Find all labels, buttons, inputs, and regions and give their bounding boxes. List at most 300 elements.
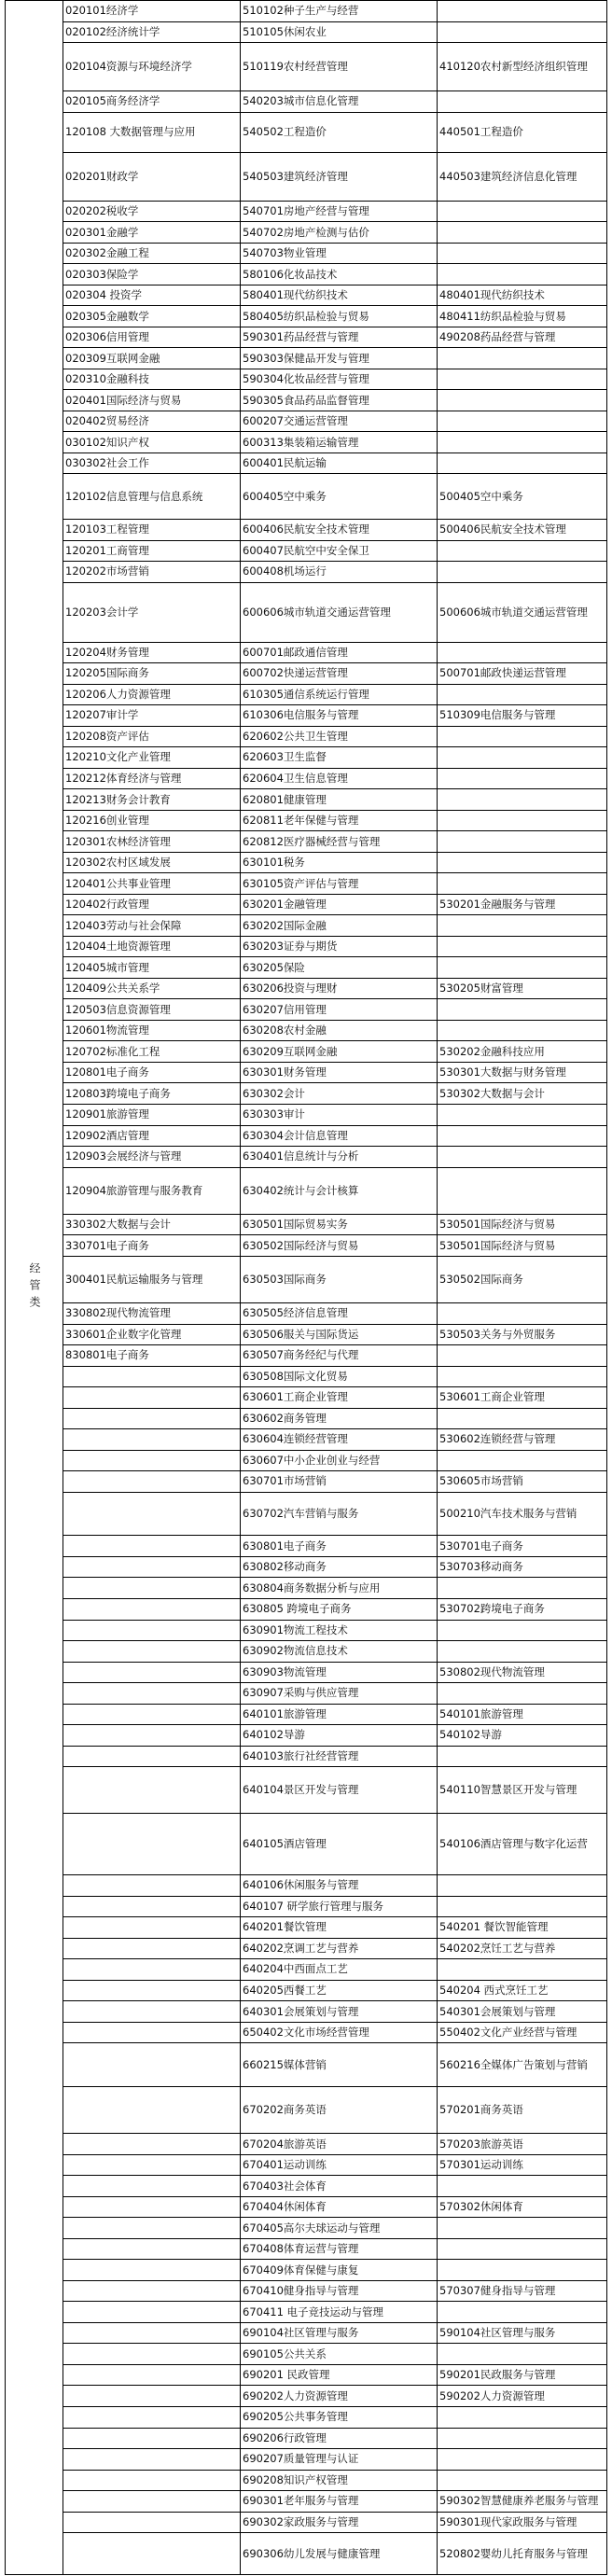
old-vocational-major-cell: 670401运动训练 bbox=[241, 2154, 438, 2176]
old-vocational-major-cell: 540702房地产检测与估价 bbox=[241, 222, 438, 244]
new-vocational-major-cell bbox=[438, 1450, 607, 1471]
table-row bbox=[6, 852, 607, 873]
old-vocational-major-cell: 670410健身指导与管理 bbox=[241, 2280, 438, 2302]
undergraduate-major-cell: 020303保险学 bbox=[63, 264, 241, 285]
table-row bbox=[6, 1662, 607, 1683]
undergraduate-major-cell bbox=[63, 2176, 241, 2197]
undergraduate-major-cell: 120405城市管理 bbox=[63, 957, 241, 979]
old-vocational-major-cell: 540503建筑经济管理 bbox=[241, 152, 438, 201]
table-row bbox=[6, 1471, 607, 1493]
undergraduate-major-cell bbox=[63, 1387, 241, 1409]
new-vocational-major-cell bbox=[438, 432, 607, 453]
undergraduate-major-cell bbox=[63, 2280, 241, 2302]
undergraduate-major-cell: 120503信息资源管理 bbox=[63, 999, 241, 1021]
table-row bbox=[6, 474, 607, 520]
table-row bbox=[6, 1429, 607, 1451]
old-vocational-major-cell: 630209互联网金融 bbox=[241, 1041, 438, 1063]
new-vocational-major-cell: 530605市场营销 bbox=[438, 1471, 607, 1493]
new-vocational-major-cell: 590302智慧健康养老服务与管理 bbox=[438, 2491, 607, 2513]
undergraduate-major-cell bbox=[63, 1408, 241, 1429]
new-vocational-major-cell bbox=[438, 369, 607, 390]
undergraduate-major-cell: 020101经济学 bbox=[63, 1, 241, 22]
table-row bbox=[6, 264, 607, 285]
table-row bbox=[6, 2238, 607, 2260]
undergraduate-major-cell: 120207审计学 bbox=[63, 705, 241, 727]
undergraduate-major-cell bbox=[63, 2001, 241, 2023]
undergraduate-major-cell bbox=[63, 2322, 241, 2344]
old-vocational-major-cell: 620811老年保健与管理 bbox=[241, 810, 438, 831]
new-vocational-major-cell bbox=[438, 21, 607, 43]
old-vocational-major-cell: 630203证券与期货 bbox=[241, 936, 438, 957]
undergraduate-major-cell bbox=[63, 2196, 241, 2218]
undergraduate-major-cell: 300401民航运输服务与管理 bbox=[63, 1256, 241, 1302]
undergraduate-major-cell: 330302大数据与会计 bbox=[63, 1214, 241, 1235]
old-vocational-major-cell: 640101旅游管理 bbox=[241, 1704, 438, 1725]
table-row bbox=[6, 1235, 607, 1257]
old-vocational-major-cell: 510102种子生产与经营 bbox=[241, 1, 438, 22]
undergraduate-major-cell bbox=[63, 1875, 241, 1897]
table-row bbox=[6, 1104, 607, 1125]
old-vocational-major-cell: 630208农村金融 bbox=[241, 1020, 438, 1041]
undergraduate-major-cell bbox=[63, 1662, 241, 1683]
table-row bbox=[6, 91, 607, 113]
new-vocational-major-cell bbox=[438, 2428, 607, 2449]
new-vocational-major-cell: 550402文化产业经营与管理 bbox=[438, 2022, 607, 2043]
table-row bbox=[6, 1083, 607, 1105]
table-row bbox=[6, 2218, 607, 2239]
table-row bbox=[6, 1062, 607, 1083]
undergraduate-major-cell bbox=[63, 2428, 241, 2449]
old-vocational-major-cell: 640202烹调工艺与营养 bbox=[241, 1938, 438, 1959]
new-vocational-major-cell: 540102导游 bbox=[438, 1725, 607, 1747]
table-row bbox=[6, 2260, 607, 2281]
old-vocational-major-cell: 630508国际文化贸易 bbox=[241, 1366, 438, 1387]
undergraduate-major-cell: 120803跨境电子商务 bbox=[63, 1083, 241, 1105]
new-vocational-major-cell bbox=[438, 2470, 607, 2491]
table-row bbox=[6, 2491, 607, 2513]
undergraduate-major-cell: 120801电子商务 bbox=[63, 1062, 241, 1083]
old-vocational-major-cell: 630201金融管理 bbox=[241, 894, 438, 915]
old-vocational-major-cell: 590305食品药品监督管理 bbox=[241, 390, 438, 411]
new-vocational-major-cell: 590201民政服务与管理 bbox=[438, 2364, 607, 2386]
table-row bbox=[6, 112, 607, 152]
table-row bbox=[6, 43, 607, 91]
undergraduate-major-cell: 030102知识产权 bbox=[63, 432, 241, 453]
undergraduate-major-cell bbox=[63, 2154, 241, 2176]
undergraduate-major-cell bbox=[63, 2022, 241, 2043]
undergraduate-major-cell bbox=[63, 1429, 241, 1451]
undergraduate-major-cell bbox=[63, 1980, 241, 2001]
new-vocational-major-cell: 530205财富管理 bbox=[438, 978, 607, 999]
undergraduate-major-cell: 120206人力资源管理 bbox=[63, 684, 241, 705]
undergraduate-major-cell: 120904旅游管理与服务教育 bbox=[63, 1167, 241, 1214]
undergraduate-major-cell bbox=[63, 1578, 241, 1599]
undergraduate-major-cell: 120401公共事业管理 bbox=[63, 873, 241, 895]
old-vocational-major-cell: 640103旅行社经营管理 bbox=[241, 1746, 438, 1767]
table-row bbox=[6, 2176, 607, 2197]
table-row bbox=[6, 831, 607, 853]
new-vocational-major-cell: 530703移动商务 bbox=[438, 1556, 607, 1578]
table-row bbox=[6, 999, 607, 1021]
old-vocational-major-cell: 590301药品经营与管理 bbox=[241, 327, 438, 348]
undergraduate-major-cell: 330701电子商务 bbox=[63, 1235, 241, 1257]
table-row bbox=[6, 2449, 607, 2471]
table-row bbox=[6, 1366, 607, 1387]
new-vocational-major-cell: 520802婴幼儿托育服务与管理 bbox=[438, 2533, 607, 2575]
new-vocational-major-cell: 440503建筑经济信息化管理 bbox=[438, 152, 607, 201]
new-vocational-major-cell: 530201金融服务与管理 bbox=[438, 894, 607, 915]
undergraduate-major-cell: 020301金融学 bbox=[63, 222, 241, 244]
old-vocational-major-cell: 630801电子商务 bbox=[241, 1536, 438, 1557]
table-row bbox=[6, 2043, 607, 2087]
undergraduate-major-cell: 120102信息管理与信息系统 bbox=[63, 474, 241, 520]
table-row bbox=[6, 1324, 607, 1345]
table-row bbox=[6, 2407, 607, 2429]
undergraduate-major-cell: 020302金融工程 bbox=[63, 243, 241, 264]
new-vocational-major-cell bbox=[438, 936, 607, 957]
undergraduate-major-cell: 120404土地资源管理 bbox=[63, 936, 241, 957]
new-vocational-major-cell bbox=[438, 2238, 607, 2260]
undergraduate-major-cell: 120409公共关系学 bbox=[63, 978, 241, 999]
old-vocational-major-cell: 640106休闲服务与管理 bbox=[241, 1875, 438, 1897]
table-row bbox=[6, 663, 607, 685]
table-row bbox=[6, 2512, 607, 2533]
undergraduate-major-cell bbox=[63, 2344, 241, 2365]
old-vocational-major-cell: 640204中西面点工艺 bbox=[241, 1959, 438, 1981]
old-vocational-major-cell: 630601工商企业管理 bbox=[241, 1387, 438, 1409]
old-vocational-major-cell: 630502国际经济与贸易 bbox=[241, 1235, 438, 1257]
undergraduate-major-cell: 020309互联网金融 bbox=[63, 348, 241, 369]
undergraduate-major-cell bbox=[63, 1366, 241, 1387]
undergraduate-major-cell: 020304 投资学 bbox=[63, 285, 241, 306]
new-vocational-major-cell bbox=[438, 1125, 607, 1147]
table-row bbox=[6, 1214, 607, 1235]
table-row bbox=[6, 540, 607, 562]
table-row bbox=[6, 705, 607, 727]
old-vocational-major-cell: 690105公共关系 bbox=[241, 2344, 438, 2365]
table-row bbox=[6, 411, 607, 432]
undergraduate-major-cell: 330601企业数字化管理 bbox=[63, 1324, 241, 1345]
new-vocational-major-cell: 560216全媒体广告策划与营销 bbox=[438, 2043, 607, 2087]
undergraduate-major-cell: 120216创业管理 bbox=[63, 810, 241, 831]
old-vocational-major-cell: 640104景区开发与管理 bbox=[241, 1767, 438, 1814]
new-vocational-major-cell: 500701邮政快递运营管理 bbox=[438, 663, 607, 685]
table-row bbox=[6, 978, 607, 999]
old-vocational-major-cell: 630303审计 bbox=[241, 1104, 438, 1125]
table-row bbox=[6, 2280, 607, 2302]
new-vocational-major-cell: 590301现代家政服务与管理 bbox=[438, 2512, 607, 2533]
undergraduate-major-cell: 120301农林经济管理 bbox=[63, 831, 241, 853]
new-vocational-major-cell bbox=[438, 1746, 607, 1767]
old-vocational-major-cell: 580106化妆品技术 bbox=[241, 264, 438, 285]
undergraduate-major-cell: 020201财政学 bbox=[63, 152, 241, 201]
undergraduate-major-cell bbox=[63, 2470, 241, 2491]
undergraduate-major-cell: 830801电子商务 bbox=[63, 1345, 241, 1367]
old-vocational-major-cell: 670409体育保健与康复 bbox=[241, 2260, 438, 2281]
old-vocational-major-cell: 630903物流管理 bbox=[241, 1662, 438, 1683]
undergraduate-major-cell: 120403劳动与社会保障 bbox=[63, 915, 241, 937]
new-vocational-major-cell bbox=[438, 453, 607, 474]
new-vocational-major-cell: 500606城市轨道交通运营管理 bbox=[438, 582, 607, 642]
undergraduate-major-cell: 020306信用管理 bbox=[63, 327, 241, 348]
undergraduate-major-cell bbox=[63, 2302, 241, 2323]
table-body bbox=[6, 1, 607, 2575]
undergraduate-major-cell: 120901旅游管理 bbox=[63, 1104, 241, 1125]
old-vocational-major-cell: 670405高尔夫球运动与管理 bbox=[241, 2218, 438, 2239]
undergraduate-major-cell: 020402贸易经济 bbox=[63, 411, 241, 432]
undergraduate-major-cell bbox=[63, 2134, 241, 2155]
old-vocational-major-cell: 630304会计信息管理 bbox=[241, 1125, 438, 1147]
old-vocational-major-cell: 630402统计与会计核算 bbox=[241, 1167, 438, 1214]
new-vocational-major-cell bbox=[438, 1620, 607, 1641]
new-vocational-major-cell bbox=[438, 747, 607, 769]
new-vocational-major-cell: 530503关务与外贸服务 bbox=[438, 1324, 607, 1345]
undergraduate-major-cell: 120201工商管理 bbox=[63, 540, 241, 562]
old-vocational-major-cell: 600405空中乘务 bbox=[241, 474, 438, 520]
table-row bbox=[6, 1492, 607, 1536]
undergraduate-major-cell bbox=[63, 2364, 241, 2386]
new-vocational-major-cell bbox=[438, 726, 607, 747]
new-vocational-major-cell: 530501国际经济与贸易 bbox=[438, 1214, 607, 1235]
new-vocational-major-cell: 530701电子商务 bbox=[438, 1536, 607, 1557]
old-vocational-major-cell: 640105酒店管理 bbox=[241, 1814, 438, 1875]
new-vocational-major-cell bbox=[438, 1896, 607, 1917]
new-vocational-major-cell bbox=[438, 684, 607, 705]
new-vocational-major-cell: 530202金融科技应用 bbox=[438, 1041, 607, 1063]
new-vocational-major-cell bbox=[438, 1875, 607, 1897]
new-vocational-major-cell: 530702跨境电子商务 bbox=[438, 1598, 607, 1620]
table-row bbox=[6, 1578, 607, 1599]
old-vocational-major-cell: 640201餐饮管理 bbox=[241, 1917, 438, 1939]
old-vocational-major-cell: 630501国际贸易实务 bbox=[241, 1214, 438, 1235]
new-vocational-major-cell bbox=[438, 957, 607, 979]
new-vocational-major-cell: 540204 西式烹饪工艺 bbox=[438, 1980, 607, 2001]
table-row bbox=[6, 1147, 607, 1168]
old-vocational-major-cell: 670408体育运营与管理 bbox=[241, 2238, 438, 2260]
undergraduate-major-cell: 120212体育经济与管理 bbox=[63, 768, 241, 789]
new-vocational-major-cell bbox=[438, 1683, 607, 1705]
new-vocational-major-cell bbox=[438, 999, 607, 1021]
undergraduate-major-cell bbox=[63, 2087, 241, 2134]
new-vocational-major-cell: 530601工商企业管理 bbox=[438, 1387, 607, 1409]
table-row bbox=[6, 684, 607, 705]
table-row bbox=[6, 1387, 607, 1409]
undergraduate-major-cell: 120202市场营销 bbox=[63, 562, 241, 583]
undergraduate-major-cell: 120208资产评估 bbox=[63, 726, 241, 747]
old-vocational-major-cell: 630901物流工程技术 bbox=[241, 1620, 438, 1641]
new-vocational-major-cell: 540106酒店管理与数字化运营 bbox=[438, 1814, 607, 1875]
old-vocational-major-cell: 630401信息统计与分析 bbox=[241, 1147, 438, 1168]
table-row bbox=[6, 1725, 607, 1747]
old-vocational-major-cell: 620604卫生信息管理 bbox=[241, 768, 438, 789]
table-row bbox=[6, 873, 607, 895]
table-row bbox=[6, 936, 607, 957]
undergraduate-major-cell bbox=[63, 2043, 241, 2087]
new-vocational-major-cell: 530602连锁经营与管理 bbox=[438, 1429, 607, 1451]
undergraduate-major-cell bbox=[63, 1917, 241, 1939]
undergraduate-major-cell: 120210文化产业管理 bbox=[63, 747, 241, 769]
new-vocational-major-cell: 540201 餐饮智能管理 bbox=[438, 1917, 607, 1939]
new-vocational-major-cell bbox=[438, 852, 607, 873]
new-vocational-major-cell: 500405空中乘务 bbox=[438, 474, 607, 520]
undergraduate-major-cell bbox=[63, 1683, 241, 1705]
old-vocational-major-cell: 540203城市信息化管理 bbox=[241, 91, 438, 113]
undergraduate-major-cell bbox=[63, 1641, 241, 1663]
new-vocational-major-cell bbox=[438, 2344, 607, 2365]
undergraduate-major-cell bbox=[63, 1767, 241, 1814]
old-vocational-major-cell: 630205保险 bbox=[241, 957, 438, 979]
new-vocational-major-cell: 480401现代纺织技术 bbox=[438, 285, 607, 306]
table-row bbox=[6, 747, 607, 769]
new-vocational-major-cell: 570307健身指导与管理 bbox=[438, 2280, 607, 2302]
old-vocational-major-cell: 600401民航运输 bbox=[241, 453, 438, 474]
new-vocational-major-cell bbox=[438, 1, 607, 22]
new-vocational-major-cell: 570201商务英语 bbox=[438, 2087, 607, 2134]
table-row bbox=[6, 582, 607, 642]
old-vocational-major-cell: 540701房地产经营与管理 bbox=[241, 201, 438, 222]
old-vocational-major-cell: 670411 电子竞技运动与管理 bbox=[241, 2302, 438, 2323]
table-row bbox=[6, 1896, 607, 1917]
table-row bbox=[6, 1620, 607, 1641]
new-vocational-major-cell bbox=[438, 243, 607, 264]
old-vocational-major-cell: 620603卫生监督 bbox=[241, 747, 438, 769]
old-vocational-major-cell: 690206行政管理 bbox=[241, 2428, 438, 2449]
undergraduate-major-cell: 120213财务会计教育 bbox=[63, 789, 241, 811]
table-row bbox=[6, 1408, 607, 1429]
table-row bbox=[6, 1917, 607, 1939]
new-vocational-major-cell: 530802现代物流管理 bbox=[438, 1662, 607, 1683]
undergraduate-major-cell: 020102经济统计学 bbox=[63, 21, 241, 43]
old-vocational-major-cell: 630505经济信息管理 bbox=[241, 1303, 438, 1325]
old-vocational-major-cell: 620801健康管理 bbox=[241, 789, 438, 811]
old-vocational-major-cell: 640107 研学旅行管理与服务 bbox=[241, 1896, 438, 1917]
undergraduate-major-cell: 120302农村区域发展 bbox=[63, 852, 241, 873]
undergraduate-major-cell bbox=[63, 2491, 241, 2513]
old-vocational-major-cell: 600701邮政通信管理 bbox=[241, 642, 438, 663]
old-vocational-major-cell: 650402文化市场经营管理 bbox=[241, 2022, 438, 2043]
table-row bbox=[6, 1020, 607, 1041]
table-row bbox=[6, 957, 607, 979]
table-row bbox=[6, 222, 607, 244]
old-vocational-major-cell: 690302家政服务与管理 bbox=[241, 2512, 438, 2533]
old-vocational-major-cell: 590304化妆品经营与管理 bbox=[241, 369, 438, 390]
undergraduate-major-cell bbox=[63, 2512, 241, 2533]
new-vocational-major-cell bbox=[438, 1104, 607, 1125]
table-row bbox=[6, 2001, 607, 2023]
old-vocational-major-cell: 630907采购与供应管理 bbox=[241, 1683, 438, 1705]
table-row bbox=[6, 768, 607, 789]
new-vocational-major-cell: 410120农村新型经济组织管理 bbox=[438, 43, 607, 91]
table-row bbox=[6, 1767, 607, 1814]
new-vocational-major-cell bbox=[438, 264, 607, 285]
old-vocational-major-cell: 670204旅游英语 bbox=[241, 2134, 438, 2155]
new-vocational-major-cell bbox=[438, 562, 607, 583]
new-vocational-major-cell: 510309电信服务与管理 bbox=[438, 705, 607, 727]
undergraduate-major-cell bbox=[63, 2407, 241, 2429]
old-vocational-major-cell: 510119农村经营管理 bbox=[241, 43, 438, 91]
new-vocational-major-cell bbox=[438, 1959, 607, 1981]
old-vocational-major-cell: 610306电信服务与管理 bbox=[241, 705, 438, 727]
old-vocational-major-cell: 670202商务英语 bbox=[241, 2087, 438, 2134]
new-vocational-major-cell bbox=[438, 789, 607, 811]
undergraduate-major-cell: 120902酒店管理 bbox=[63, 1125, 241, 1147]
table-row bbox=[6, 1256, 607, 1302]
new-vocational-major-cell bbox=[438, 2176, 607, 2197]
table-row bbox=[6, 152, 607, 201]
new-vocational-major-cell bbox=[438, 1641, 607, 1663]
new-vocational-major-cell bbox=[438, 1366, 607, 1387]
undergraduate-major-cell: 120108 大数据管理与应用 bbox=[63, 112, 241, 152]
undergraduate-major-cell bbox=[63, 2386, 241, 2407]
table-row bbox=[6, 789, 607, 811]
old-vocational-major-cell: 630701市场营销 bbox=[241, 1471, 438, 1493]
old-vocational-major-cell: 690104社区管理与服务 bbox=[241, 2322, 438, 2344]
new-vocational-major-cell bbox=[438, 348, 607, 369]
table-row bbox=[6, 562, 607, 583]
new-vocational-major-cell bbox=[438, 1147, 607, 1168]
old-vocational-major-cell: 600313集装箱运输管理 bbox=[241, 432, 438, 453]
major-mapping-table bbox=[5, 0, 607, 2575]
table-row bbox=[6, 1536, 607, 1557]
table-row bbox=[6, 2196, 607, 2218]
table-row bbox=[6, 1641, 607, 1663]
old-vocational-major-cell: 600702快递运营管理 bbox=[241, 663, 438, 685]
old-vocational-major-cell: 630805 跨境电子商务 bbox=[241, 1598, 438, 1620]
table-row bbox=[6, 21, 607, 43]
old-vocational-major-cell: 610305通信系统运行管理 bbox=[241, 684, 438, 705]
new-vocational-major-cell bbox=[438, 1345, 607, 1367]
old-vocational-major-cell: 640102导游 bbox=[241, 1725, 438, 1747]
old-vocational-major-cell: 600406民航安全技术管理 bbox=[241, 519, 438, 540]
new-vocational-major-cell bbox=[438, 91, 607, 113]
new-vocational-major-cell bbox=[438, 1167, 607, 1214]
table-row bbox=[6, 1, 607, 22]
old-vocational-major-cell: 630206投资与理财 bbox=[241, 978, 438, 999]
table-row bbox=[6, 726, 607, 747]
undergraduate-major-cell: 120402行政管理 bbox=[63, 894, 241, 915]
undergraduate-major-cell bbox=[63, 1536, 241, 1557]
undergraduate-major-cell: 030302社会工作 bbox=[63, 453, 241, 474]
table-row bbox=[6, 2470, 607, 2491]
undergraduate-major-cell bbox=[63, 1471, 241, 1493]
new-vocational-major-cell: 540202烹饪工艺与营养 bbox=[438, 1938, 607, 1959]
table-row bbox=[6, 1345, 607, 1367]
undergraduate-major-cell bbox=[63, 1938, 241, 1959]
table-row bbox=[6, 327, 607, 348]
table-row bbox=[6, 1938, 607, 1959]
new-vocational-major-cell: 530501国际经济与贸易 bbox=[438, 1235, 607, 1257]
undergraduate-major-cell: 330802现代物流管理 bbox=[63, 1303, 241, 1325]
table-row bbox=[6, 1303, 607, 1325]
table-row bbox=[6, 1959, 607, 1981]
new-vocational-major-cell bbox=[438, 2407, 607, 2429]
old-vocational-major-cell: 600408机场运行 bbox=[241, 562, 438, 583]
table-row bbox=[6, 1450, 607, 1471]
new-vocational-major-cell: 480411纺织品检验与贸易 bbox=[438, 306, 607, 327]
old-vocational-major-cell: 690201 民政管理 bbox=[241, 2364, 438, 2386]
old-vocational-major-cell: 630507商务经纪与代理 bbox=[241, 1345, 438, 1367]
new-vocational-major-cell bbox=[438, 2260, 607, 2281]
old-vocational-major-cell: 690208知识产权管理 bbox=[241, 2470, 438, 2491]
old-vocational-major-cell: 640205西餐工艺 bbox=[241, 1980, 438, 2001]
new-vocational-major-cell bbox=[438, 390, 607, 411]
table-row bbox=[6, 519, 607, 540]
table-row bbox=[6, 369, 607, 390]
new-vocational-major-cell: 530502国际商务 bbox=[438, 1256, 607, 1302]
new-vocational-major-cell bbox=[438, 915, 607, 937]
table-row bbox=[6, 2322, 607, 2344]
new-vocational-major-cell: 540101旅游管理 bbox=[438, 1704, 607, 1725]
